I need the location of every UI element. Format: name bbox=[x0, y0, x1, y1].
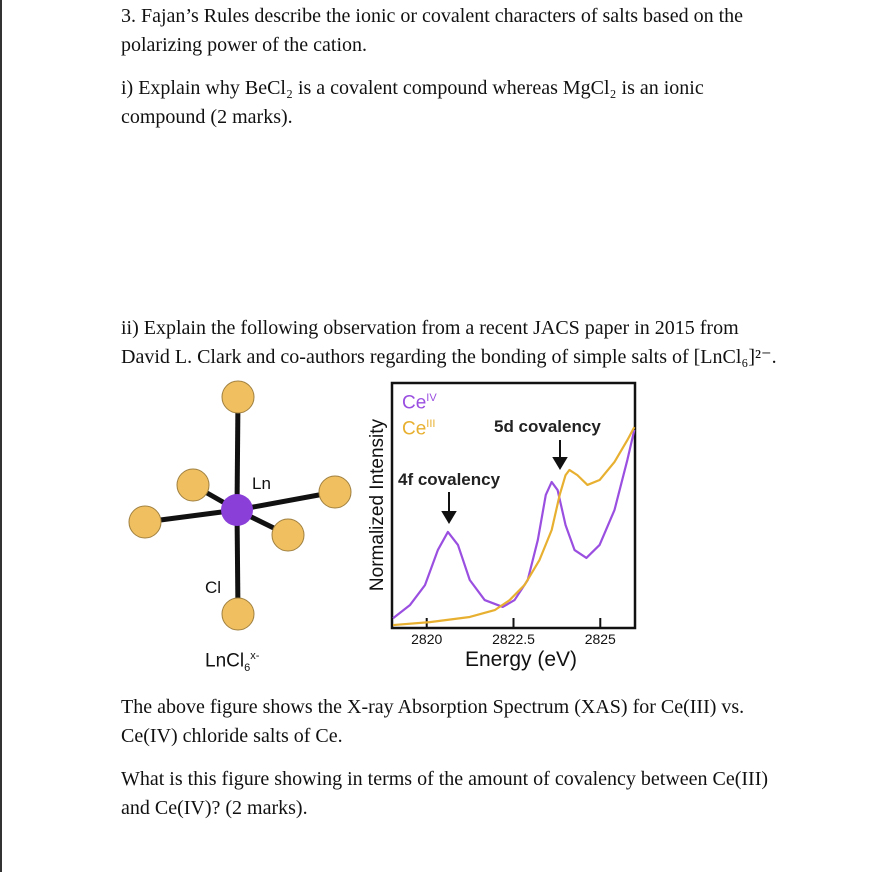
x-tick-label: 2825 bbox=[584, 631, 616, 647]
cl-label: Cl bbox=[205, 578, 222, 597]
x-axis-label: Energy (eV) bbox=[464, 648, 578, 671]
series-line-ce-iv bbox=[393, 430, 634, 618]
caption-line2: Ce(IV) chloride salts of Ce. bbox=[121, 725, 343, 747]
legend-ce-iv: $Ce^{IV}$ bbox=[402, 392, 437, 414]
part-ii-line1: ii) Explain the following observation from a recent JACS paper in 2015 from bbox=[121, 317, 739, 339]
caption-line1: The above figure shows the X-ray Absorption Spectrum (XAS) for Ce(III) vs. bbox=[121, 696, 745, 718]
x-tick-label: 2822.5 bbox=[492, 631, 535, 647]
annotation-5d: 5d covalency bbox=[494, 417, 601, 436]
legend-ce-iii: $Ce^{III}$ bbox=[402, 418, 436, 440]
series-line-ce-iii bbox=[393, 427, 634, 625]
part-i-line1: i) Explain why BeCl₂ is a covalent compound whereas MgCl₂ is an ionic bbox=[121, 77, 704, 99]
part-i-line2: compound (2 marks). bbox=[121, 106, 293, 128]
ask-line1: What is this figure showing in terms of the amount of covalency between Ce(III) bbox=[121, 768, 769, 790]
x-tick-label: 2820 bbox=[411, 631, 443, 647]
annotation-4f: 4f covalency bbox=[398, 470, 501, 489]
question-intro-line1: 3. Fajan’s Rules describe the ionic or covalent characters of salts based on the bbox=[121, 5, 744, 27]
y-axis-label: Normalized Intensity bbox=[367, 418, 388, 592]
question-intro-line2: polarizing power of the cation. bbox=[121, 34, 368, 56]
formula-label: LnCl$_6^{x-}$ bbox=[205, 650, 260, 675]
ln-label: Ln bbox=[252, 474, 271, 493]
ask-line2: and Ce(IV)? (2 marks). bbox=[121, 797, 308, 819]
part-ii-line2: David L. Clark and co-authors regarding the bonding of simple salts of [LnCl₆]²⁻. bbox=[121, 346, 777, 368]
arrow-5d-head bbox=[554, 458, 566, 468]
arrow-4f-head bbox=[443, 512, 455, 522]
